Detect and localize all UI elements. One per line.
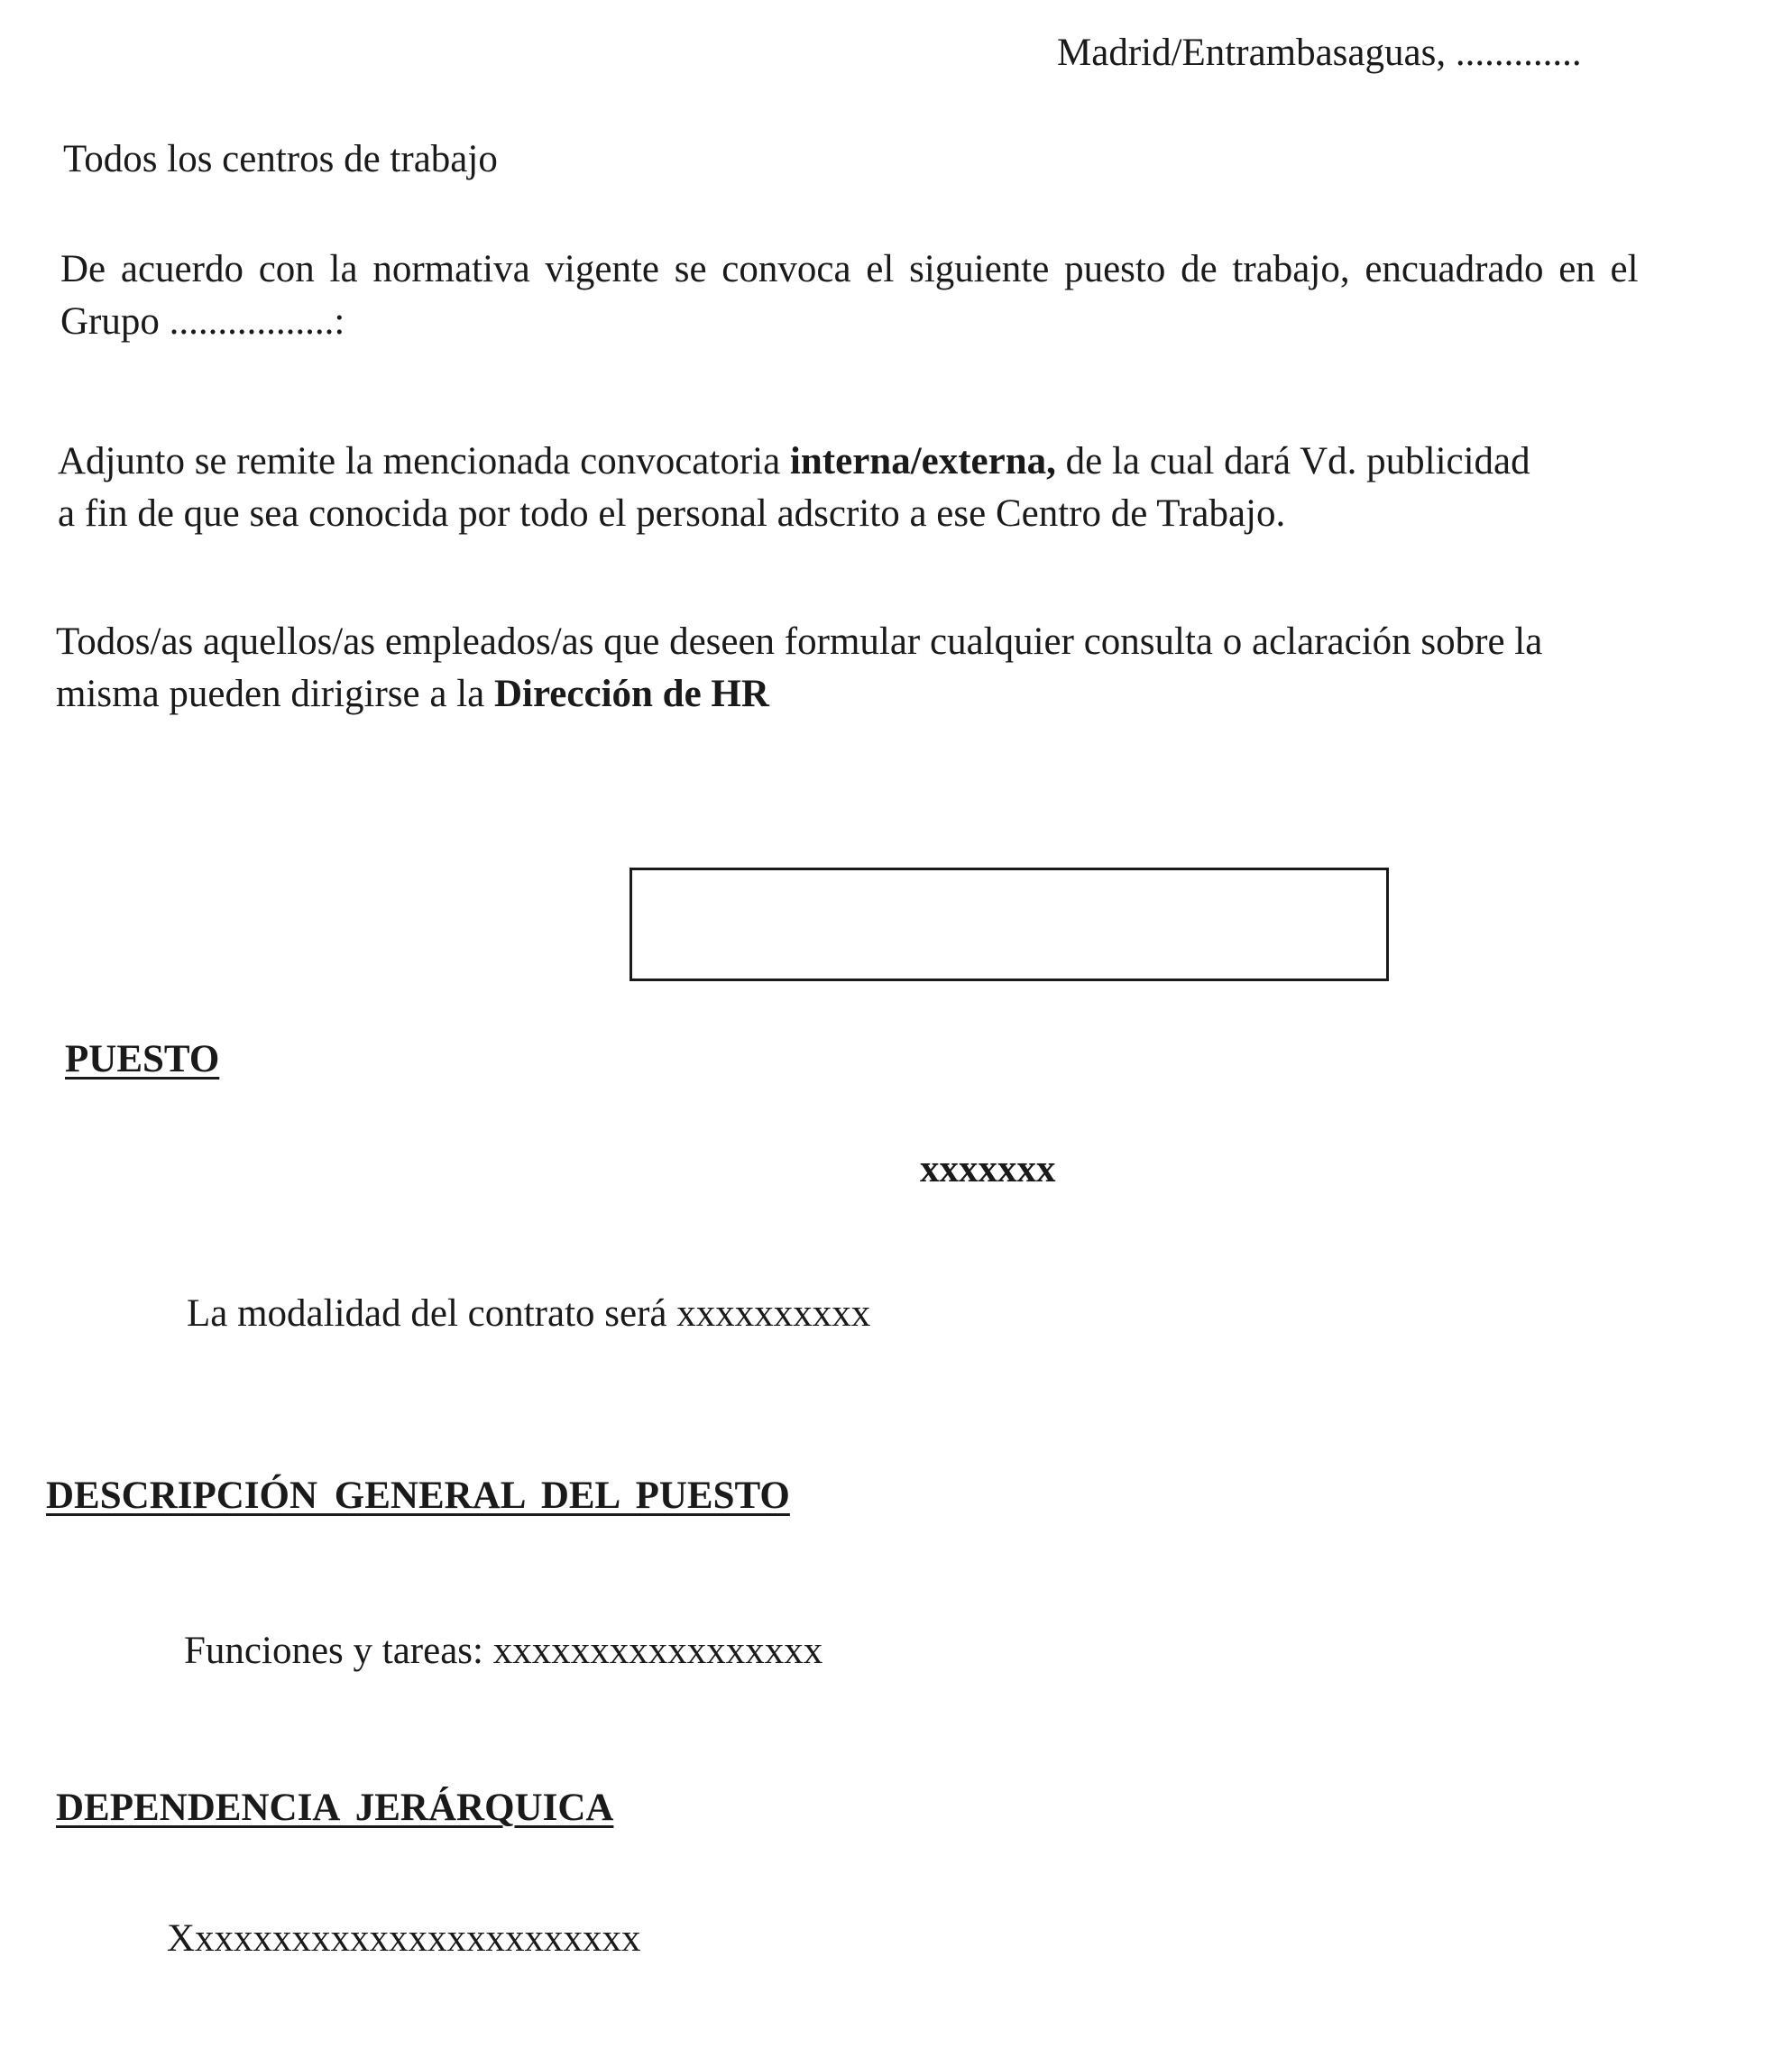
attachment-line-1 [58, 436, 1771, 488]
attachment-paragraph [58, 436, 1771, 540]
dependency-heading: DEPENDENCIA JERÁRQUICA [56, 1787, 614, 1829]
stamp-box [629, 868, 1389, 981]
attachment-line-2: a fin de que sea conocida por todo el personal adscrito a ese Centro de Trabajo. [58, 492, 1286, 535]
puesto-heading: PUESTO [65, 1038, 220, 1080]
attachment-text-before: Adjunto se remite la mencionada convocatoria [58, 440, 790, 482]
intro-line-1: De acuerdo con la normativa vigente se convoca el siguiente puesto de trabajo, encuadrado en el [60, 248, 1639, 290]
contact-paragraph [56, 616, 1778, 721]
contract-text: La modalidad del contrato será xxxxxxxxxx [187, 1292, 871, 1335]
call-type-bold: interna/externa, [789, 440, 1056, 482]
dependency-value: Xxxxxxxxxxxxxxxxxxxxxxxx [167, 1917, 641, 1960]
intro-line-2: Grupo .................: [60, 300, 345, 343]
place-date: Madrid/Entrambasaguas, ............. [1057, 32, 1582, 74]
recipient-line: Todos los centros de trabajo [63, 138, 498, 180]
hr-direction-bold: Dirección de HR [494, 673, 769, 715]
job-title: xxxxxxx [920, 1148, 1056, 1190]
intro-paragraph [60, 243, 1774, 348]
contact-line-2 [56, 668, 1778, 721]
contact-text-before: misma pueden dirigirse a la [56, 673, 494, 715]
description-heading: DESCRIPCIÓN GENERAL DEL PUESTO [46, 1475, 790, 1517]
functions-text: Funciones y tareas: xxxxxxxxxxxxxxxxx [184, 1630, 823, 1672]
contact-line-1: Todos/as aquellos/as empleados/as que deseen formular cualquier consulta o aclaración sobre la [56, 620, 1543, 663]
attachment-text-after: de la cual dará Vd. publicidad [1055, 440, 1530, 482]
